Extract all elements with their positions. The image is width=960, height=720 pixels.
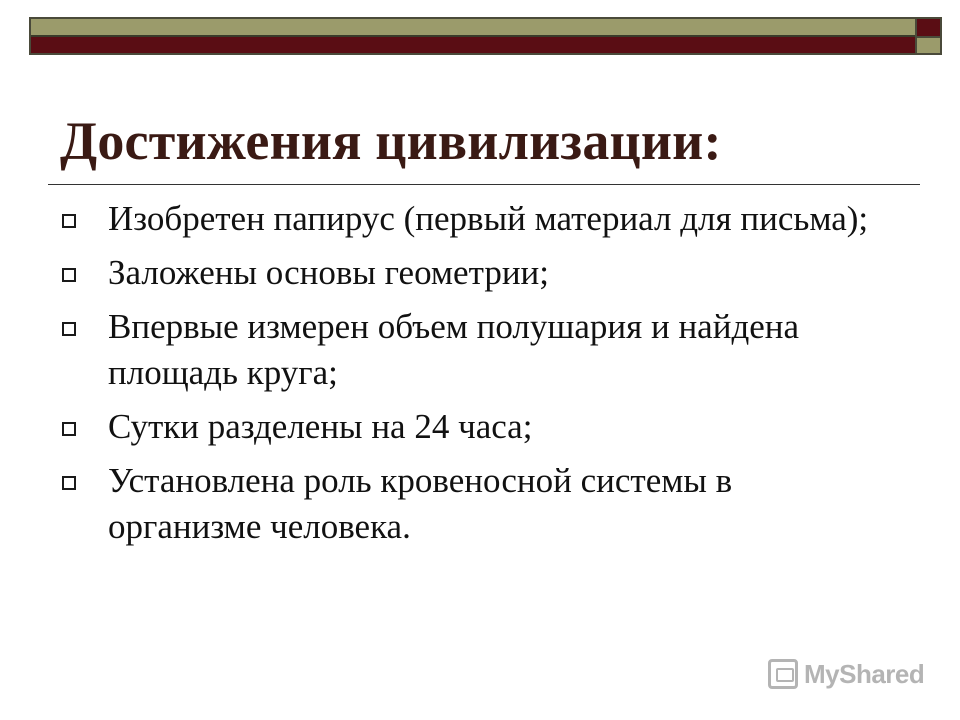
header-decor-corner-olive [917, 38, 942, 55]
bullet-item [62, 196, 882, 242]
bullet-text: Сутки разделены на 24 часа; [108, 407, 533, 446]
bullet-text: Изобретен папирус (первый материал для письма); [108, 199, 869, 238]
header-decor-olive-stripe [31, 19, 915, 37]
title-divider [48, 184, 920, 185]
slide-title: Достижения цивилизации: [60, 111, 722, 171]
square-bullet-icon [62, 214, 76, 228]
header-decor-bar [29, 17, 917, 55]
header-decor-corner-dark [917, 17, 942, 38]
bullet-text: Заложены основы геометрии; [108, 253, 550, 292]
bullet-item [62, 404, 882, 450]
watermark [768, 657, 924, 691]
bullet-list [62, 196, 882, 558]
square-bullet-icon [62, 422, 76, 436]
square-bullet-icon [62, 268, 76, 282]
slideshow-icon [768, 659, 798, 689]
bullet-item [62, 458, 882, 550]
square-bullet-icon [62, 322, 76, 336]
square-bullet-icon [62, 476, 76, 490]
bullet-text: Установлена роль кровеносной системы в организме человека. [108, 461, 733, 546]
watermark-text: MyShared [804, 658, 925, 689]
bullet-text: Впервые измерен объем полушария и найдена площадь круга; [108, 307, 800, 392]
bullet-item [62, 250, 882, 296]
bullet-item [62, 304, 882, 396]
